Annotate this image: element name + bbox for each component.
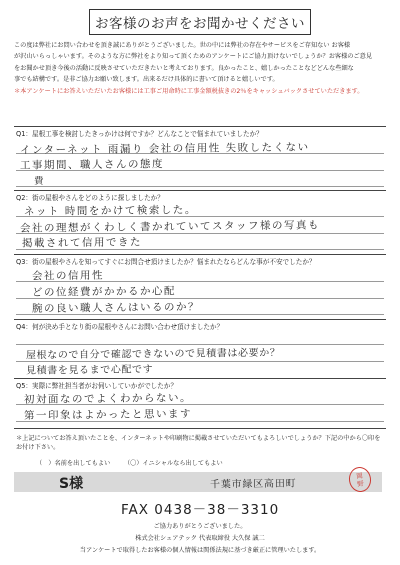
q5-question: Q5：実際に弊社担当者がお伺いしていかがでしたか？	[16, 382, 178, 390]
customer-address: 千葉市緑区高田町	[209, 478, 297, 491]
consent-option-name[interactable]: （ ）名前を出してもよい	[36, 460, 111, 467]
section-divider	[14, 378, 386, 379]
q1-question: Q1：屋根工事を検討したきっかけは何ですか？どんなことで悩まれていましたか？	[16, 130, 263, 138]
q4-question: Q4：何が決め手となり街の屋根やさんにお問い合わせ頂けましたか？	[16, 323, 224, 331]
q4-answer-line-1: 屋根なので自分で確認できないので見積書は必要か？	[25, 347, 281, 362]
intro-line-4: 事でも結構です。是非ご協力お願い致します。出来るだけ具体的に書いて頂けると嬉しいです。	[14, 76, 279, 84]
q3-question: Q3：街の屋根やさんを知ってすぐにお問合せ頂けましたか？悩まれたならどんな事が不安でしたか？	[16, 258, 316, 266]
q5-answer-line-1: 初対面なのでよくわからない。	[23, 392, 193, 406]
q2-answer-line-2: 会社の理想がくわしく書かれていてスタッフ様の写真も	[19, 219, 321, 235]
answer-line	[16, 186, 384, 187]
q1-answer-line-2: 工事期間、職人さんの態度	[19, 158, 165, 172]
seal-char-2: 野	[356, 479, 365, 488]
company-name: 株式会社シェアテック 代表取締役 大久保 誠二	[135, 535, 265, 542]
intro-line-2: が沢山いらっしゃいます。そのような方に弊社をより知って頂くためのアンケートにご協力頂けないでしょうか？お客様のご意見	[14, 53, 373, 61]
consent-option-initial[interactable]: （〇）イニシャルなら出してもよい	[124, 460, 223, 467]
q3-answer-line-3: 腕の良い職人さんはいるのか？	[31, 301, 201, 315]
section-divider	[14, 126, 386, 127]
q1-answer-line-1: インターネット 雨漏り 会社の信用性 失敗したくない	[19, 141, 310, 157]
page-title: お客様のお声をお聞かせください	[89, 9, 311, 35]
seal-char-1: 岡	[355, 471, 364, 480]
fax-number: FAX 0438－38－3310	[121, 502, 280, 518]
section-divider	[14, 428, 386, 429]
privacy-note: 当アンケートで取得したお客様の個人情報は関係法規に基づき厳正に管理いたします。	[79, 547, 321, 554]
q2-question: Q2：街の屋根やさんをどのように探しましたか？	[16, 194, 164, 202]
cashback-note: ＊本アンケートにお答えいただいたお客様には工事ご用命時に工事金額税抜きの2％をキャッシュバックさせていただきます。	[14, 87, 364, 95]
intro-line-1: この度は弊社にお問い合わせを頂き誠にありがとうございました。世の中には弊社の存在やサービスをご存知ない お客様	[14, 42, 351, 49]
q2-answer-line-3: 掲載されて信用できた	[21, 236, 143, 250]
intro-line-3: をお聞かせ頂き今後の活動に反映させていただきたいと考えております。良かったこと、嬉しかったことなどどんな些細な	[14, 64, 354, 72]
consent-text: ＊上記についてお答え頂いたことを、インターネットや印刷物に掲載させていただいてもよろしいでしょうか？下記の中から〇印をお付け下さい。	[16, 435, 381, 451]
section-divider	[14, 190, 386, 191]
section-divider	[14, 319, 386, 320]
q3-answer-line-1: 会社の信用性	[31, 269, 105, 283]
section-divider	[14, 254, 386, 255]
q1-answer-line-3: 費	[33, 175, 46, 188]
q5-answer-line-2: 第一印象はよかったと思います	[23, 408, 193, 422]
customer-name: S様	[59, 476, 84, 492]
intro-text	[14, 40, 386, 97]
q3-answer-line-2: どの位経費がかかるか心配	[31, 285, 177, 299]
q2-answer-line-1: ネット 時間をかけて検索した。	[23, 204, 197, 218]
thanks-text: ご協力ありがとうございました。	[153, 523, 247, 530]
q4-answer-line-2: 見積書を見るまで心配です	[25, 364, 154, 377]
